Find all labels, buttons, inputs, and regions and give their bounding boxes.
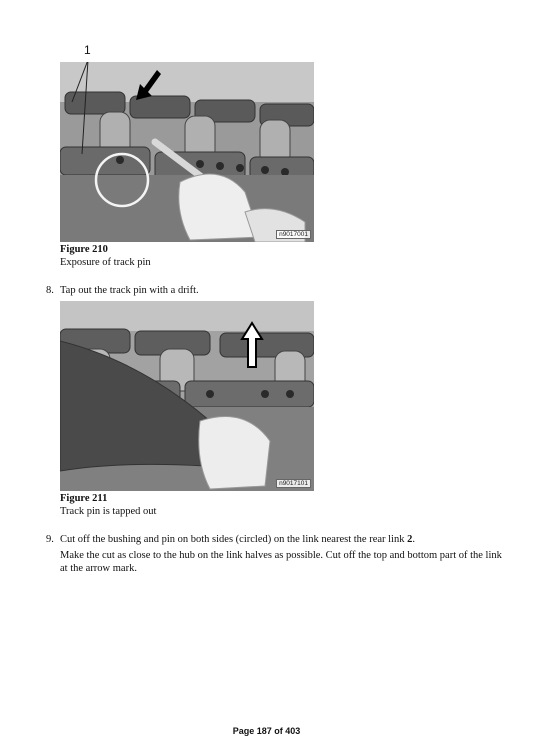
- callout-number: 1: [84, 43, 91, 57]
- figure-210-image-code: n9017001: [276, 230, 311, 239]
- step-8-number: 8.: [46, 285, 54, 296]
- figure-211-photo: [60, 301, 314, 491]
- step-9-text-end: .: [412, 534, 415, 545]
- step-8-text: Tap out the track pin with a drift.: [60, 285, 199, 296]
- figure-211-label: Figure 211: [60, 493, 108, 504]
- step-9: [46, 533, 506, 546]
- rear-link-number: 2: [407, 534, 413, 545]
- page-number: Page 187 of 403: [232, 726, 301, 736]
- figure-210-caption: Exposure of track pin: [60, 257, 151, 268]
- figure-211-caption: Track pin is tapped out: [60, 506, 157, 517]
- step-9-text: Cut off the bushing and pin on both sides (circled) on the link nearest the rear link: [60, 534, 408, 545]
- figure-211-image-code: n9017101: [276, 479, 311, 488]
- figure-210-label: Figure 210: [60, 244, 108, 255]
- step-9-number: 9.: [46, 534, 54, 545]
- step-8: [46, 284, 506, 297]
- figure-210-photo: [60, 62, 314, 242]
- step-9-detail: Make the cut as close to the hub on the link halves as possible. Cut off the top and bottom part of the link at the arrow mark.: [60, 550, 502, 574]
